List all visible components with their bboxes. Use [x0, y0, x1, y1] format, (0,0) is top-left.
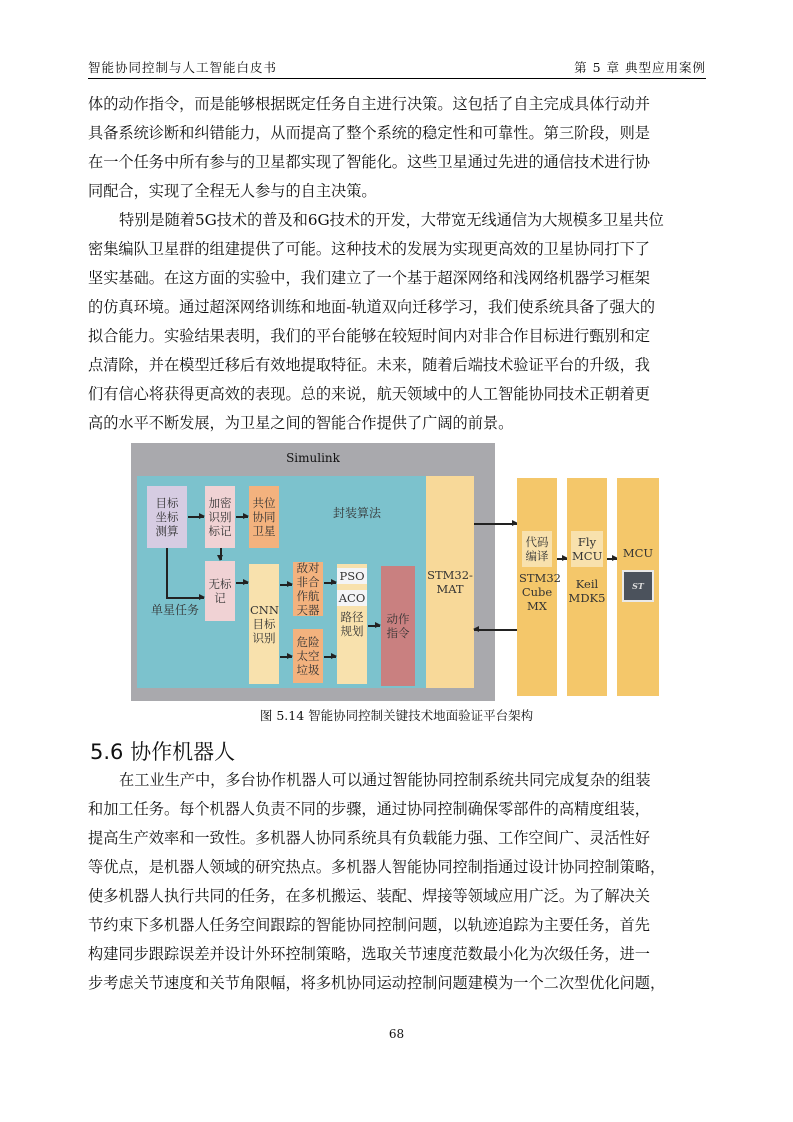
box-label: 共位协同卫星	[252, 496, 276, 538]
arrow	[324, 582, 336, 584]
paragraph-1	[88, 90, 706, 206]
arrow	[474, 629, 517, 631]
arrow	[607, 558, 617, 560]
paragraph-2	[88, 206, 706, 438]
running-header	[88, 56, 706, 79]
box-stm32-mat	[426, 476, 474, 688]
chip-logo: ST	[632, 581, 644, 591]
arrow	[324, 656, 336, 658]
arrow	[236, 582, 248, 584]
box-label: 目标坐标测算	[155, 496, 179, 538]
arrow	[166, 597, 204, 599]
paragraph-3	[88, 766, 706, 998]
text-line: 高的水平不断发展，为卫星之间的智能合作提供了广阔的前景。	[88, 414, 514, 432]
text-line: 的仿真环境。通过超深网络训练和地面-轨道双向迁移学习，我们使系统具备了强大的	[88, 298, 656, 316]
packaged-algorithm-panel	[137, 476, 429, 688]
text-line: 们有信心将获得更高效的表现。总的来说，航天领域中的人工智能协同技术正朝着更	[88, 385, 650, 403]
box-hostile-spacecraft	[293, 562, 323, 616]
text-line: 和加工任务。每个机器人负责不同的步骤，通过协同控制确保零部件的高精度组装，	[88, 800, 650, 818]
section-heading: 5.6 协作机器人	[90, 740, 236, 764]
text-line: 点清除，并在模型迁移后有效地提取特征。未来，随着后端技术验证平台的升级，我	[88, 356, 650, 374]
box-keil-mdk5	[567, 478, 607, 696]
simulink-panel	[131, 443, 495, 701]
text-line: 坚实基础。在这方面的实验中，我们建立了一个基于超深网络和浅网络机器学习框架	[88, 269, 650, 287]
figure-caption: 图 5.14 智能协同控制关键技术地面验证平台架构	[259, 708, 534, 723]
path-planning-label: 路径规划	[340, 610, 364, 638]
header-book-title: 智能协同控制与人工智能白皮书	[88, 60, 278, 75]
pso-label: PSO	[339, 569, 365, 583]
box-action-command	[381, 566, 415, 686]
mcu-label: MCU	[622, 546, 654, 560]
box-target-coordinate	[147, 486, 187, 548]
text-line: 在一个任务中所有参与的卫星都实现了智能化。这些卫星通过先进的通信技术进行协	[88, 153, 650, 171]
header-chapter-title: 第 5 章 典型应用案例	[574, 60, 706, 75]
text-line: 节约束下多机器人任务空间跟踪的智能协同控制问题，以轨迹追踪为主要任务，首先	[88, 916, 650, 934]
arrow	[236, 516, 248, 518]
text-line: 提高生产效率和一致性。多机器人协同系统具有负载能力强、工作空间广、灵活性好	[88, 829, 650, 847]
box-colocated-satellite	[249, 486, 279, 548]
code-compile-label: 代码编译	[522, 531, 552, 567]
cubemx-label: STM32 Cube MX	[519, 571, 561, 613]
text-line: 体的动作指令，而是能够根据既定任务自主进行决策。这包括了自主完成具体行动并	[88, 95, 650, 113]
flymcu-label: Fly MCU	[571, 531, 603, 567]
text-line: 密集编队卫星群的组建提供了可能。这种技术的发展为实现更高效的卫星协同打下了	[88, 240, 650, 258]
aco-label: ACO	[338, 591, 366, 605]
mcu-chip-icon	[622, 570, 654, 602]
page-number: 68	[388, 1027, 405, 1041]
box-path-planning	[337, 564, 367, 684]
single-task-label: 单星任务	[151, 603, 200, 617]
box-cnn-recognition	[249, 564, 279, 684]
text-line: 同配合，实现了全程无人参与的自主决策。	[88, 182, 377, 200]
package-label: 封装算法	[333, 506, 382, 520]
text-line: 构建同步跟踪误差并设计外环控制策略，选取关节速度范数最小化为次级任务，进一	[88, 945, 650, 963]
arrow	[368, 625, 380, 627]
text-line: 使多机器人执行共同的任务，在多机搬运、装配、焊接等领域应用广泛。为了解决关	[88, 887, 650, 905]
arrow	[474, 523, 517, 525]
box-stm32-cubemx	[517, 478, 561, 696]
box-label: CNN目标识别	[250, 603, 279, 645]
arrow	[220, 548, 222, 560]
box-encrypt-mark	[205, 486, 235, 548]
box-label: 危险太空垃圾	[296, 635, 320, 677]
box-space-debris	[293, 629, 323, 683]
text-line: 在工业生产中，多台协作机器人可以通过智能协同控制系统共同完成复杂的组装	[119, 771, 651, 789]
arrow	[188, 516, 204, 518]
box-label: 动作指令	[386, 612, 410, 640]
arrow	[557, 558, 567, 560]
text-line: 具备系统诊断和纠错能力，从而提高了整个系统的稳定性和可靠性。第三阶段，则是	[88, 124, 650, 142]
box-label: 加密识别标记	[208, 496, 232, 538]
arrow	[280, 656, 292, 658]
box-unmarked	[205, 561, 235, 621]
text-line: 特别是随着5G技术的普及和6G技术的开发，大带宽无线通信为大规模多卫星共位	[119, 211, 664, 229]
box-label: 敌对非合作航天器	[296, 561, 320, 617]
simulink-title: Simulink	[286, 451, 340, 465]
connector-line	[166, 548, 168, 598]
text-line: 拟合能力。实验结果表明，我们的平台能够在较短时间内对非合作目标进行甄别和定	[88, 327, 650, 345]
figure-platform-architecture	[131, 443, 691, 701]
text-line: 步考虑关节速度和关节角限幅，将多机协同运动控制问题建模为一个二次型优化问题，	[88, 974, 666, 992]
arrow	[280, 584, 292, 586]
text-line: 等优点，是机器人领域的研究热点。多机器人智能协同控制指通过设计协同控制策略，	[88, 858, 666, 876]
box-label: STM32-MAT	[427, 568, 473, 596]
box-label: 无标记	[208, 577, 232, 605]
keil-label: Keil MDK5	[568, 577, 606, 605]
